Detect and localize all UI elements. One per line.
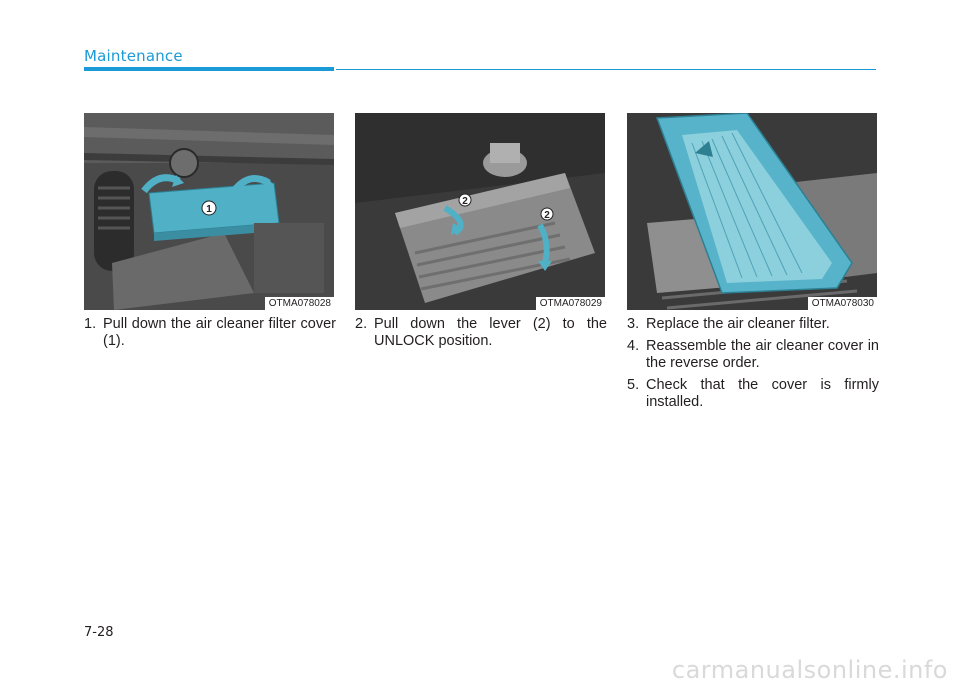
step-text: Check that the cover is firmly installed. <box>646 377 879 410</box>
callout-2a: 2 <box>462 196 468 207</box>
figure-3 <box>627 113 877 310</box>
step-number: 2. <box>355 316 368 332</box>
steps-column-1 <box>84 316 336 355</box>
step-text: Pull down the air cleaner filter cover (1). <box>103 316 336 349</box>
step-item <box>355 316 607 350</box>
figure-code: OTMA078029 <box>536 297 605 310</box>
step-item <box>84 316 336 350</box>
page-number: 7-28 <box>84 625 114 640</box>
step-text: Reassemble the air cleaner cover in the reverse order. <box>646 338 879 371</box>
step-text: Replace the air cleaner filter. <box>646 316 830 332</box>
step-number: 3. <box>627 316 640 332</box>
figure-2 <box>355 113 605 310</box>
step-item <box>627 316 879 333</box>
callout-2b: 2 <box>544 210 550 221</box>
steps-column-2 <box>355 316 607 355</box>
step-item <box>627 338 879 372</box>
step-item <box>627 377 879 411</box>
step-number: 5. <box>627 377 640 393</box>
lever-illustration <box>355 113 605 310</box>
section-title: Maintenance <box>84 47 183 65</box>
figure-code: OTMA078030 <box>808 297 877 310</box>
header-rule-thin <box>336 69 876 70</box>
figure-code: OTMA078028 <box>265 297 334 310</box>
step-number: 1. <box>84 316 97 332</box>
filter-replacement-illustration <box>627 113 877 310</box>
engine-bay-illustration <box>84 113 334 310</box>
header-rule-thick <box>84 67 334 71</box>
step-text: Pull down the lever (2) to the UNLOCK position. <box>374 316 607 349</box>
watermark: carmanualsonline.info <box>671 656 948 684</box>
steps-column-3 <box>627 316 879 416</box>
step-number: 4. <box>627 338 640 354</box>
callout-1: 1 <box>206 204 212 215</box>
figure-1 <box>84 113 334 310</box>
